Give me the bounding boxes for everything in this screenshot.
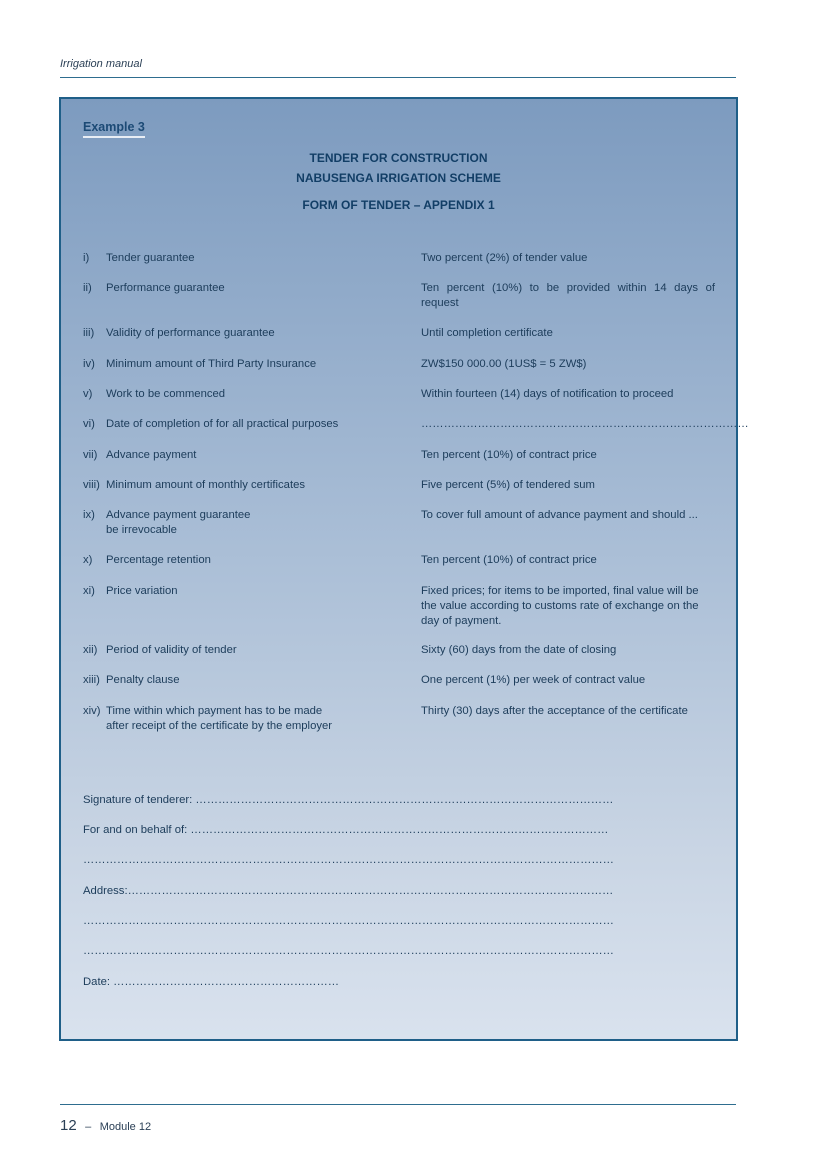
row-label-line2: after receipt of the certificate by the employer <box>106 720 333 732</box>
row-value: Sixty (60) days from the date of closing <box>421 644 617 656</box>
module-label: Module 12 <box>99 1121 152 1133</box>
row-value: Ten percent (10%) to be provided within 14 days of request <box>421 282 715 309</box>
row-label: Penalty clause <box>106 674 180 686</box>
row-number: xi) <box>83 585 95 597</box>
row-number: ix) <box>83 509 95 521</box>
tender-form-box <box>59 97 749 1041</box>
address-line: Address:………………………………………………………………………………………………………………… <box>83 885 614 897</box>
row-value: Five percent (5%) of tendered sum <box>421 479 595 491</box>
row-value: Within fourteen (14) days of notification to proceed <box>421 388 674 400</box>
header-rule <box>60 77 736 78</box>
form-title-line2: NABUSENGA IRRIGATION SCHEME <box>296 171 501 185</box>
example-label: Example 3 <box>83 120 145 138</box>
row-value: ZW$150 000.00 (1US$ = 5 ZW$) <box>421 358 587 370</box>
row-number: vi) <box>83 418 95 430</box>
row-label: Minimum amount of monthly certificates <box>106 479 306 491</box>
row-number: x) <box>83 554 93 566</box>
row-label: Performance guarantee <box>106 282 225 294</box>
row-label: Period of validity of tender <box>106 644 237 656</box>
row-number: ii) <box>83 282 92 294</box>
row-number: i) <box>83 252 90 264</box>
row-label: Work to be commenced <box>106 388 226 400</box>
row-label-line1: Advance payment guarantee <box>106 509 251 521</box>
row-number: vii) <box>83 449 98 461</box>
row-number: xiv) <box>83 705 101 717</box>
blank-line: …………………………………………………………………………………………………………………………… <box>83 915 614 927</box>
row-value: To cover full amount of advance payment and should ... <box>421 509 698 521</box>
row-number: xiii) <box>83 674 100 686</box>
row-label <box>106 704 406 734</box>
date-line: Date: …………………………………………………… <box>83 976 340 988</box>
row-value: Ten percent (10%) of contract price <box>421 449 597 461</box>
row-value: Ten percent (10%) of contract price <box>421 554 597 566</box>
page-footer <box>60 1117 151 1135</box>
page-number: 12 <box>60 1117 77 1134</box>
row-number: viii) <box>83 479 100 491</box>
row-label: Tender guarantee <box>106 252 195 264</box>
row-value: Two percent (2%) of tender value <box>421 252 588 264</box>
row-value: Thirty (30) days after the acceptance of the certificate <box>421 705 688 717</box>
row-value: Fixed prices; for items to be imported, final value will be the value according to customs rate of exchange on the day of payment. <box>421 585 699 627</box>
blank-line: …………………………………………………………………………………………………………………………… <box>83 945 614 957</box>
row-value: One percent (1%) per week of contract value <box>421 674 646 686</box>
form-title-line1: TENDER FOR CONSTRUCTION <box>309 151 488 165</box>
row-number: v) <box>83 388 93 400</box>
footer-rule <box>60 1104 736 1105</box>
row-label-line2: be irrevocable <box>106 524 177 536</box>
blank-line: …………………………………………………………………………………………………………………………… <box>83 854 614 866</box>
footer-separator: – <box>85 1121 92 1133</box>
running-header: Irrigation manual <box>60 58 142 70</box>
row-label: Percentage retention <box>106 554 211 566</box>
row-label: Validity of performance guarantee <box>106 327 275 339</box>
row-label: Date of completion of for all practical purposes <box>106 418 339 430</box>
signature-line: Signature of tenderer: ………………………………………………………………………………………………… <box>83 794 614 806</box>
row-number: iii) <box>83 327 95 339</box>
row-label <box>106 508 406 538</box>
row-label: Advance payment <box>106 449 197 461</box>
completion-date-blank: …………………………………………………………………………… <box>421 418 749 430</box>
row-number: xii) <box>83 644 98 656</box>
row-value: Until completion certificate <box>421 327 553 339</box>
row-label: Price variation <box>106 585 178 597</box>
row-label: Minimum amount of Third Party Insurance <box>106 358 317 370</box>
row-number: iv) <box>83 358 95 370</box>
on-behalf-of-line: For and on behalf of: ………………………………………………………………………………………………… <box>83 824 609 836</box>
form-title-line3: FORM OF TENDER – APPENDIX 1 <box>302 198 495 212</box>
row-label-line1: Time within which payment has to be made <box>106 705 323 717</box>
